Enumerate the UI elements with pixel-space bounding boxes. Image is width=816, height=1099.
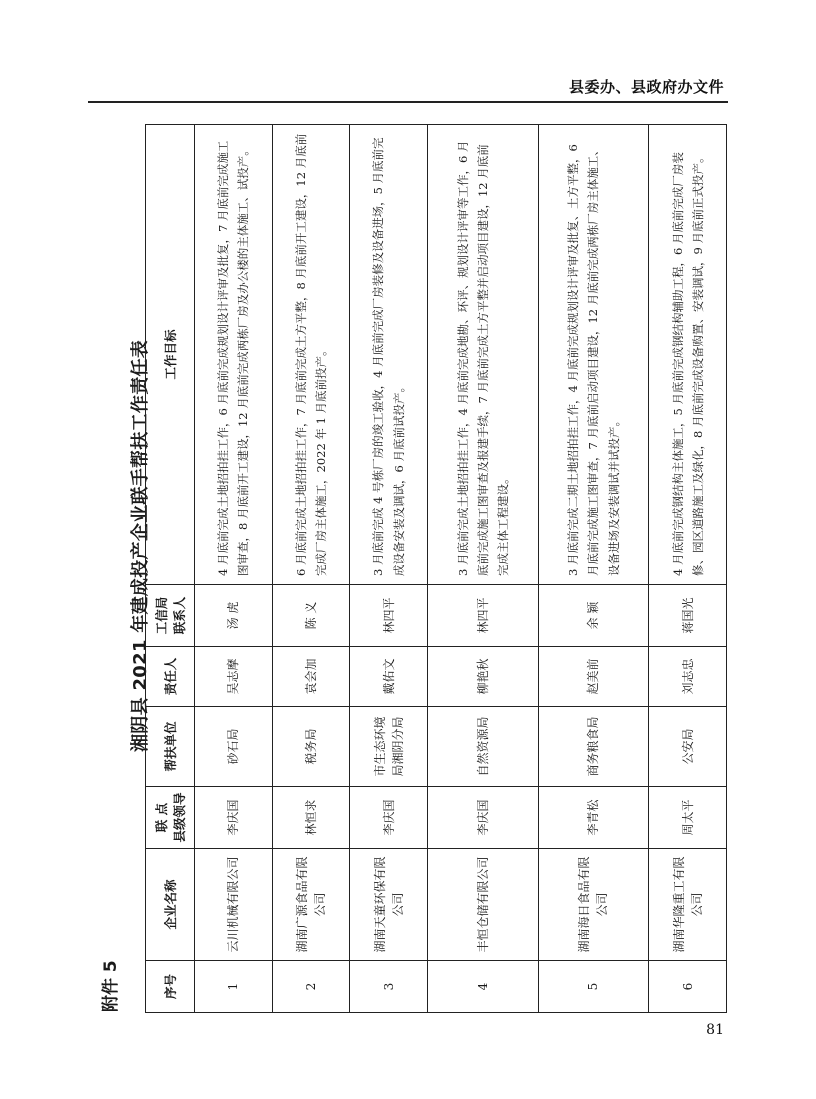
col-header-county-leader: 联 点 县级领导 [146,787,195,849]
responsibility-table [145,124,727,1013]
table-row [427,125,538,1013]
cell-seq: 3 [350,961,428,1013]
table-row [649,125,727,1013]
cell-liaison: 林四平 [427,585,538,647]
page-number: 81 [706,1022,724,1038]
cell-county-leader: 李庆国 [195,787,273,849]
cell-company: 湖南海日食品有限公司 [538,849,649,961]
cell-county-leader: 李青松 [538,787,649,849]
cell-unit: 砂石局 [195,707,273,787]
cell-responsible: 袁会加 [272,647,350,707]
cell-goal: 3 月底前完成土地招拍挂工作，4 月底前完成地勘、环评、规划设计评审等工作，6 月底前完成施工图审查及报建手续，7 月底前完成土方平整并启动项目建设，12 月底前完成主体工程建设。 [427,125,538,585]
cell-county-leader: 周太平 [649,787,727,849]
cell-seq: 1 [195,961,273,1013]
cell-responsible: 吴志摩 [195,647,273,707]
cell-liaison: 陈 义 [272,585,350,647]
cell-seq: 5 [538,961,649,1013]
cell-seq: 2 [272,961,350,1013]
table-row [538,125,649,1013]
cell-seq: 4 [427,961,538,1013]
cell-responsible: 戴佑文 [350,647,428,707]
cell-seq: 6 [649,961,727,1013]
annex-label: 附件 5 [101,960,121,1012]
cell-unit: 市生态环境局湘阴分局 [350,707,428,787]
cell-goal: 6 月底前完成土地招拍挂工作，7 月底前完成土方平整，8 月底前开工建设，12 月底前完成厂房主体施工，2022 年 1 月底前投产。 [272,125,350,585]
col-header-goal: 工作目标 [146,125,195,585]
col-header-responsible: 责任人 [146,647,195,707]
cell-liaison: 余 颖 [538,585,649,647]
cell-company: 湖南天童环保有限公司 [350,849,428,961]
table-row [272,125,350,1013]
cell-company: 湖南华隆重工有限公司 [649,849,727,961]
rotated-table-container [145,125,727,1013]
cell-responsible: 赵美前 [538,647,649,707]
cell-county-leader: 李庆国 [350,787,428,849]
cell-goal: 3 月底前完成二期土地招拍挂工作，4 月底前完成规划设计评审及批复、土方平整，6 月底前完成施工图审查，7 月底前启动项目建设，12 月底前完成两栋厂房主体施工、设备进场及安装调试并试投产。 [538,125,649,585]
table-row [350,125,428,1013]
cell-liaison: 蒋国光 [649,585,727,647]
cell-company: 湖南广源食品有限公司 [272,849,350,961]
cell-company: 丰恒仓储有限公司 [427,849,538,961]
cell-unit: 公安局 [649,707,727,787]
cell-responsible: 刘志忠 [649,647,727,707]
cell-goal: 3 月底前完成 4 号栋厂房的竣工验收，4 月底前完成厂房装修及设备进场，5 月底前完成设备安装及调试，6 月底前试投产。 [350,125,428,585]
table-header-row [146,125,195,1013]
col-header-company: 企业名称 [146,849,195,961]
cell-county-leader: 李庆国 [427,787,538,849]
cell-unit: 自然资源局 [427,707,538,787]
cell-county-leader: 林恒求 [272,787,350,849]
table-title: 湘阴县 2021 年建成投产企业联手帮扶工作责任表 [130,339,151,752]
cell-unit: 商务粮食局 [538,707,649,787]
document-header-title: 县委办、县政府办文件 [568,78,724,96]
cell-responsible: 柳艳秋 [427,647,538,707]
cell-goal: 4 月底前完成钢结构主体施工，5 月底前完成钢结构辅助工程，6 月底前完成厂房装修、园区道路施工及绿化，8 月底前完成设备购置、安装调试，9 月底前正式投产。 [649,125,727,585]
cell-company: 云川机械有限公司 [195,849,273,961]
col-header-seq: 序号 [146,961,195,1013]
table-row [195,125,273,1013]
col-header-liaison: 工信局 联系人 [146,585,195,647]
header-divider [88,101,728,103]
cell-unit: 税务局 [272,707,350,787]
cell-goal: 4 月底前完成土地招拍挂工作，6 月底前完成规划设计评审及批复，7 月底前完成施工图审查，8 月底前开工建设，12 月底前完成两栋厂房及办公楼的主体施工、试投产。 [195,125,273,585]
col-header-unit: 帮扶单位 [146,707,195,787]
cell-liaison: 林四平 [350,585,428,647]
cell-liaison: 汤 虎 [195,585,273,647]
